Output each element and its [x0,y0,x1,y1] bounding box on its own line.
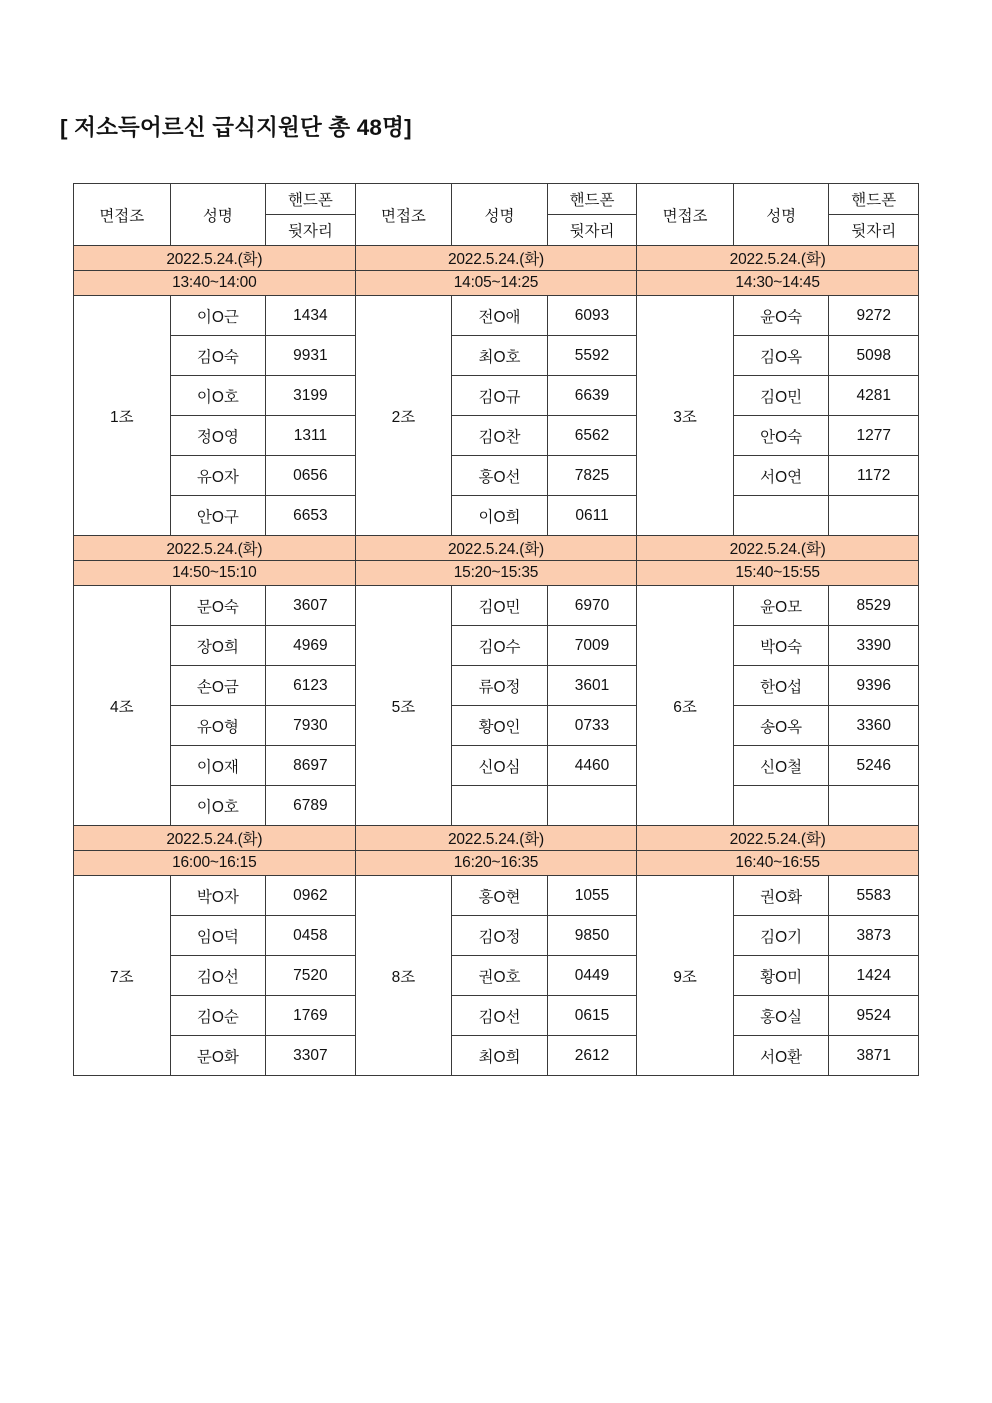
schedule-time-band [74,851,919,876]
column-header-phone-suffix: 뒷자리 [547,215,636,246]
table-row [74,586,919,626]
schedule-date: 2022.5.24.(화) [74,536,356,561]
schedule-time: 16:20~16:35 [355,851,637,876]
schedule-date: 2022.5.24.(화) [355,826,637,851]
participant-name: 황O미 [733,956,829,996]
table-row [74,376,919,416]
participant-phone-suffix: 3360 [829,706,919,746]
participant-name: 홍O선 [452,456,548,496]
group-label: 7조 [74,876,171,1076]
participant-phone-suffix: 6789 [266,786,355,826]
participant-name: 이O근 [170,296,266,336]
participant-name: 이O희 [452,496,548,536]
participant-name: 서O연 [733,456,829,496]
group-label: 3조 [637,296,734,536]
schedule-date-band [74,536,919,561]
participant-phone-suffix: 9272 [829,296,919,336]
participant-name: 김O규 [452,376,548,416]
participant-name: 문O화 [170,1036,266,1076]
participant-name: 황O인 [452,706,548,746]
participant-phone-suffix: 5098 [829,336,919,376]
participant-phone-suffix: 9524 [829,996,919,1036]
participant-phone-suffix: 7825 [547,456,636,496]
participant-name: 권O화 [733,876,829,916]
participant-phone-suffix: 5592 [547,336,636,376]
participant-name: 신O심 [452,746,548,786]
table-row [74,746,919,786]
participant-phone-suffix: 0458 [266,916,355,956]
column-header-group: 면접조 [74,184,171,246]
participant-name: 김O선 [170,956,266,996]
participant-name: 이O호 [170,376,266,416]
table-header-row [74,184,919,215]
participant-phone-suffix: 9396 [829,666,919,706]
schedule-date: 2022.5.24.(화) [637,826,919,851]
participant-name: 김O민 [733,376,829,416]
participant-name: 이O호 [170,786,266,826]
table-row [74,956,919,996]
table-row [74,336,919,376]
table-row [74,1036,919,1076]
table-row [74,996,919,1036]
participant-name: 윤O모 [733,586,829,626]
participant-name: 김O기 [733,916,829,956]
participant-phone-suffix: 0962 [266,876,355,916]
schedule-date-band [74,826,919,851]
participant-phone-suffix: 5246 [829,746,919,786]
participant-phone-suffix: 1172 [829,456,919,496]
participant-phone-suffix: 4460 [547,746,636,786]
column-header-name: 성명 [452,184,548,246]
participant-name: 서O환 [733,1036,829,1076]
column-header-phone: 핸드폰 [266,184,355,215]
participant-name: 장O희 [170,626,266,666]
empty-name-cell [733,786,829,826]
table-row [74,296,919,336]
group-label: 5조 [355,586,452,826]
participant-phone-suffix: 6653 [266,496,355,536]
column-header-phone: 핸드폰 [547,184,636,215]
participant-name: 김O옥 [733,336,829,376]
participant-phone-suffix: 3873 [829,916,919,956]
table-row [74,456,919,496]
column-header-phone-suffix: 뒷자리 [266,215,355,246]
schedule-time: 16:40~16:55 [637,851,919,876]
table-row [74,626,919,666]
participant-phone-suffix: 3199 [266,376,355,416]
empty-phone-cell [829,496,919,536]
participant-name: 박O자 [170,876,266,916]
participant-phone-suffix: 6562 [547,416,636,456]
schedule-date: 2022.5.24.(화) [637,536,919,561]
participant-name: 안O구 [170,496,266,536]
group-label: 9조 [637,876,734,1076]
table-row [74,666,919,706]
participant-phone-suffix: 1055 [547,876,636,916]
schedule-date: 2022.5.24.(화) [74,826,356,851]
participant-phone-suffix: 0611 [547,496,636,536]
participant-name: 최O호 [452,336,548,376]
participant-name: 이O재 [170,746,266,786]
participant-phone-suffix: 8697 [266,746,355,786]
group-label: 2조 [355,296,452,536]
participant-name: 김O민 [452,586,548,626]
participant-name: 김O선 [452,996,548,1036]
participant-phone-suffix: 4281 [829,376,919,416]
participant-name: 임O덕 [170,916,266,956]
participant-phone-suffix: 1277 [829,416,919,456]
participant-phone-suffix: 1434 [266,296,355,336]
participant-phone-suffix: 1769 [266,996,355,1036]
participant-phone-suffix: 3307 [266,1036,355,1076]
participant-name: 문O숙 [170,586,266,626]
participant-name: 김O순 [170,996,266,1036]
column-header-name: 성명 [733,184,829,246]
page-title: [ 저소득어르신 급식지원단 총 48명] [60,115,412,140]
participant-phone-suffix: 3601 [547,666,636,706]
participant-phone-suffix: 5583 [829,876,919,916]
participant-phone-suffix: 0449 [547,956,636,996]
table-row [74,916,919,956]
column-header-group: 면접조 [355,184,452,246]
participant-phone-suffix: 7520 [266,956,355,996]
participant-name: 홍O현 [452,876,548,916]
interview-schedule-table [73,183,919,1076]
schedule-time: 14:50~15:10 [74,561,356,586]
schedule-time: 14:05~14:25 [355,271,637,296]
participant-name: 김O찬 [452,416,548,456]
participant-name: 박O숙 [733,626,829,666]
schedule-time: 15:20~15:35 [355,561,637,586]
participant-phone-suffix: 9931 [266,336,355,376]
participant-phone-suffix: 2612 [547,1036,636,1076]
participant-name: 김O수 [452,626,548,666]
participant-phone-suffix: 7009 [547,626,636,666]
participant-phone-suffix: 8529 [829,586,919,626]
participant-name: 최O희 [452,1036,548,1076]
schedule-date: 2022.5.24.(화) [355,246,637,271]
column-header-name: 성명 [170,184,266,246]
participant-name: 신O철 [733,746,829,786]
group-label: 1조 [74,296,171,536]
participant-name: 권O호 [452,956,548,996]
participant-name: 전O애 [452,296,548,336]
schedule-date: 2022.5.24.(화) [74,246,356,271]
group-label: 8조 [355,876,452,1076]
participant-name: 한O섭 [733,666,829,706]
participant-phone-suffix: 3390 [829,626,919,666]
participant-phone-suffix: 0615 [547,996,636,1036]
participant-phone-suffix: 3871 [829,1036,919,1076]
schedule-date-band [74,246,919,271]
schedule-date: 2022.5.24.(화) [637,246,919,271]
empty-name-cell [452,786,548,826]
participant-phone-suffix: 4969 [266,626,355,666]
column-header-group: 면접조 [637,184,734,246]
participant-phone-suffix: 6093 [547,296,636,336]
participant-phone-suffix: 0733 [547,706,636,746]
table-row [74,496,919,536]
empty-phone-cell [547,786,636,826]
participant-phone-suffix: 6970 [547,586,636,626]
participant-name: 김O정 [452,916,548,956]
participant-phone-suffix: 9850 [547,916,636,956]
table-row [74,786,919,826]
schedule-time-band [74,271,919,296]
participant-phone-suffix: 6639 [547,376,636,416]
table-row [74,876,919,916]
table-row [74,706,919,746]
column-header-phone: 핸드폰 [829,184,919,215]
participant-name: 홍O실 [733,996,829,1036]
participant-name: 유O자 [170,456,266,496]
participant-phone-suffix: 3607 [266,586,355,626]
participant-name: 류O정 [452,666,548,706]
schedule-time: 13:40~14:00 [74,271,356,296]
participant-name: 정O영 [170,416,266,456]
schedule-time: 16:00~16:15 [74,851,356,876]
participant-phone-suffix: 6123 [266,666,355,706]
group-label: 4조 [74,586,171,826]
participant-name: 윤O숙 [733,296,829,336]
column-header-phone-suffix: 뒷자리 [829,215,919,246]
participant-phone-suffix: 7930 [266,706,355,746]
participant-name: 유O형 [170,706,266,746]
participant-name: 손O금 [170,666,266,706]
schedule-time: 14:30~14:45 [637,271,919,296]
empty-phone-cell [829,786,919,826]
participant-name: 김O숙 [170,336,266,376]
schedule-date: 2022.5.24.(화) [355,536,637,561]
participant-phone-suffix: 1311 [266,416,355,456]
participant-phone-suffix: 1424 [829,956,919,996]
schedule-time-band [74,561,919,586]
participant-name: 송O옥 [733,706,829,746]
empty-name-cell [733,496,829,536]
table-row [74,416,919,456]
group-label: 6조 [637,586,734,826]
participant-name: 안O숙 [733,416,829,456]
schedule-time: 15:40~15:55 [637,561,919,586]
participant-phone-suffix: 0656 [266,456,355,496]
